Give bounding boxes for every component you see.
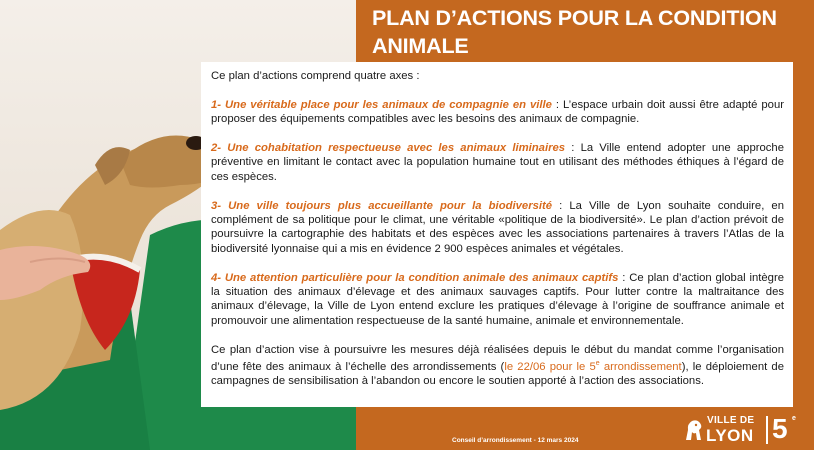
closing-highlight-sup: e	[595, 360, 600, 368]
axis-2-heading: 2- Une cohabitation respectueuse avec les animaux liminaires	[211, 142, 566, 154]
content-card	[201, 62, 793, 407]
logo-lyon: LYON	[706, 426, 754, 445]
intro-text: Ce plan d’actions comprend quatre axes :	[211, 70, 420, 82]
axis-4-heading: 4- Une attention particulière pour la condition animale des animaux captifs	[211, 271, 619, 284]
axis-3-heading: 3- Une ville toujours plus accueillante pour la biodiversité	[211, 199, 553, 212]
closing-highlight-end: arrondissement	[599, 360, 682, 373]
axis-1	[211, 98, 784, 127]
lion-icon	[684, 418, 704, 442]
closing-after: ), le déploiement de campagnes de sensibilisation à l’abandon ou encore le soutien apporté à l’action des associations.	[211, 360, 784, 388]
footer-text: Conseil d’arrondissement - 12 mars 2024	[452, 437, 579, 444]
axis-1-text: : L’espace urbain doit aussi être adapté pour proposer des équipements compatibles avec les besoins des animaux de compagnie.	[211, 98, 785, 126]
closing-text	[211, 343, 784, 389]
logo-separator	[766, 416, 768, 444]
closing-highlight	[504, 361, 681, 373]
ville-de-lyon-logo	[684, 414, 808, 446]
axis-2-text: : La Ville entend adopter une approche préventive en limitant le contact avec la population humaine tout en utilisant des méthodes éthiques à l’égard de ces espèces.	[211, 142, 784, 183]
axis-3	[211, 199, 784, 257]
page-title: PLAN D’ACTIONS POUR LA CONDITION ANIMALE	[372, 6, 777, 58]
axis-1-heading: 1- Une véritable place pour les animaux de compagnie en ville	[211, 98, 552, 111]
axis-4-text: : Ce plan d’action global intègre la situation des animaux d’élevage et des animaux sauvages captifs. Pour lutter contre la maltraitance des animaux d’élevage, la Ville de Lyon entend exclure les pratiques d’élevage à l’origine de souffrance animale et promouvoir une alimentation respectueuse de la santé humaine, animale et environnementale.	[211, 271, 784, 327]
closing-before: Ce plan d’action vise à poursuivre les mesures déjà réalisées depuis le début du mandat comme l’organisation d’une fête des animaux à l’échelle des arrondissements (	[211, 343, 784, 373]
axis-2	[211, 141, 784, 184]
logo-ville-de: VILLE DE	[707, 415, 755, 426]
axis-3-text: : La Ville de Lyon souhaite conduire, en complément de sa politique pour le climat, une véritable «politique de la biodiversité». Le plan d’action prévoit de poursuivre la cartographie des habitats et des espèces avec les associations partenaires à travers l’Atlas de la biodiversité lyonnaise qui a mis en évidence 2 900 espèces animales et végétales.	[211, 199, 784, 255]
closing-highlight-main: le 22/06 pour le 5	[504, 360, 596, 373]
logo-arrondissement-number: 5	[772, 413, 788, 444]
logo-arrondissement-suffix: e	[792, 415, 796, 422]
axis-4	[211, 271, 784, 329]
